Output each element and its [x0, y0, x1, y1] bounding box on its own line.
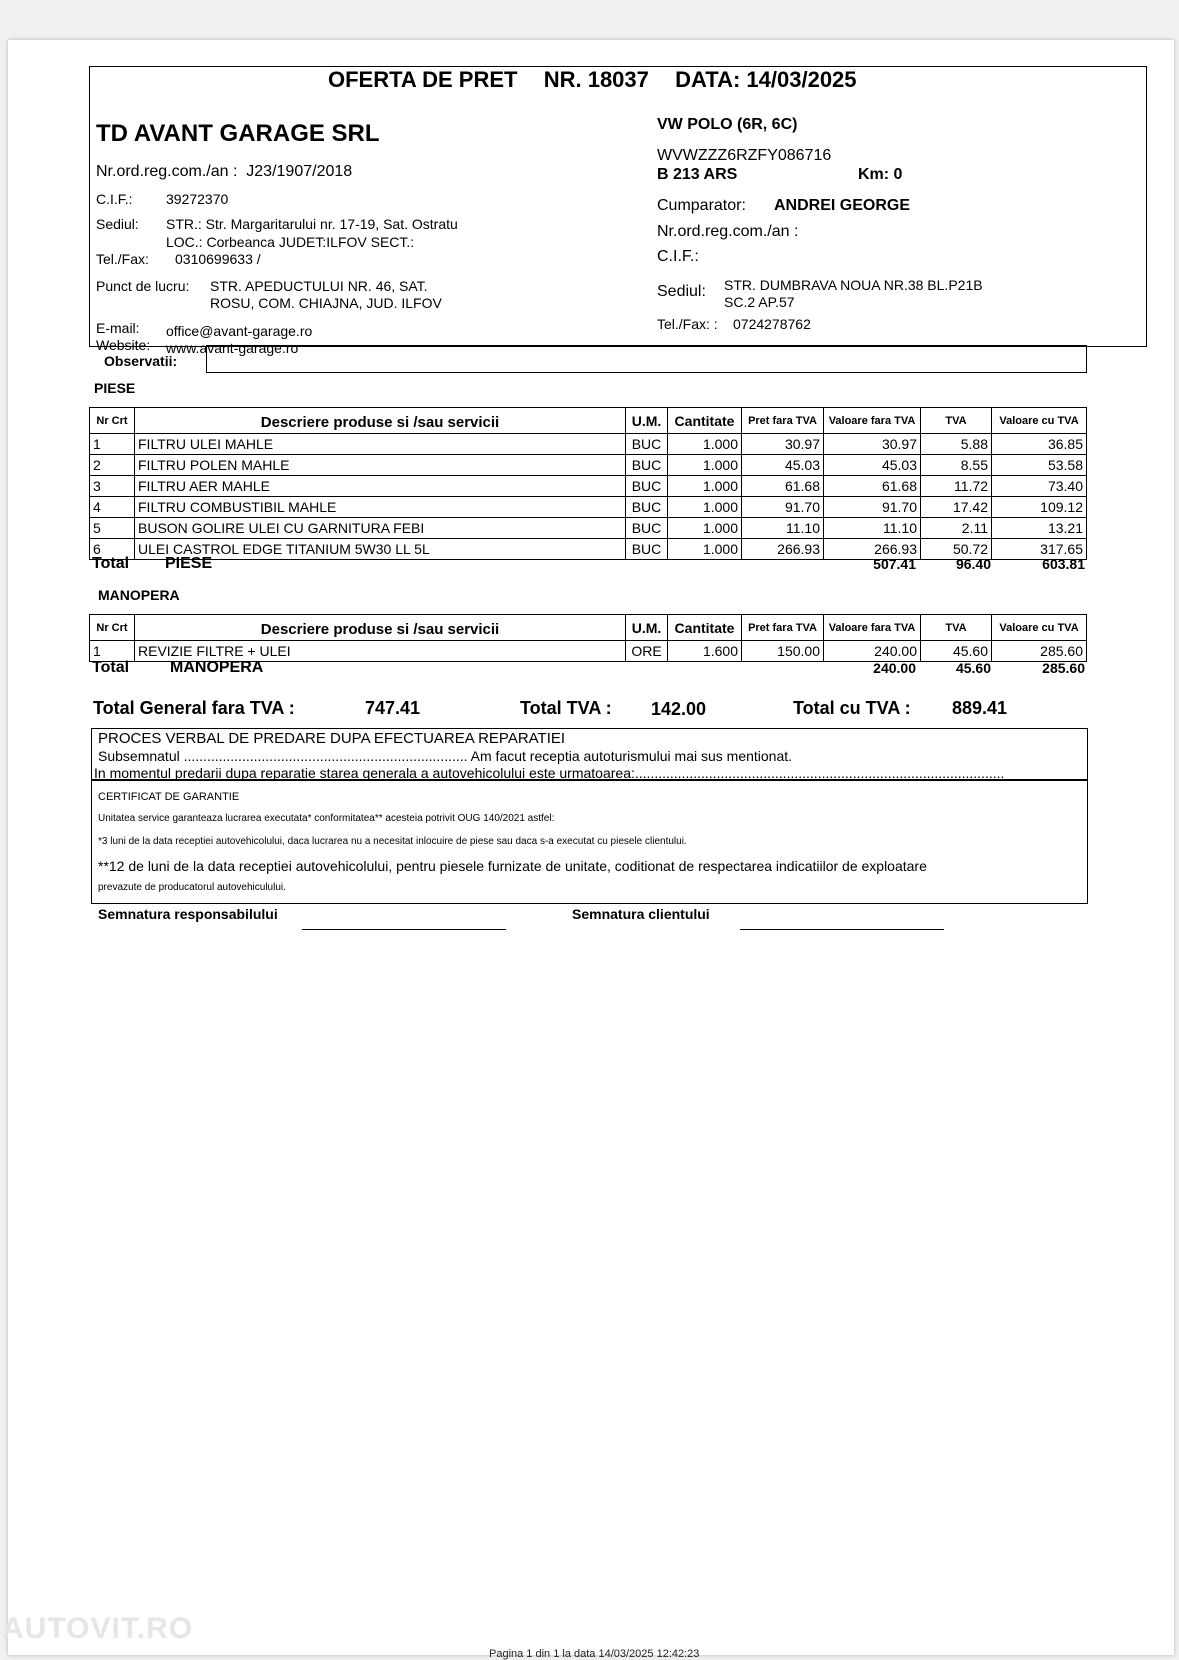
- row-total: 36.85: [992, 434, 1087, 455]
- row-um: BUC: [626, 455, 668, 476]
- customer-reg-label: Nr.ord.reg.com./an :: [657, 223, 799, 240]
- table-row: [90, 497, 1087, 518]
- grand-with-tva-label: Total cu TVA :: [793, 698, 911, 718]
- company-sediul-line1: STR.: Str. Margaritarului nr. 17-19, Sat. Ostratu: [166, 216, 458, 232]
- customer-sediul-line2: SC.2 AP.57: [724, 294, 795, 310]
- row-price: 11.10: [742, 518, 824, 539]
- table-row: [90, 455, 1087, 476]
- page-footer: Pagina 1 din 1 la data 14/03/2025 12:42:23: [489, 1648, 700, 1660]
- row-total: 53.58: [992, 455, 1087, 476]
- row-price: 91.70: [742, 497, 824, 518]
- row-tva: 50.72: [921, 539, 992, 560]
- offer-title-text: OFERTA DE PRET: [328, 67, 518, 92]
- labor-total-with-tva: 285.60: [1042, 660, 1085, 676]
- grand-tva-label: Total TVA :: [520, 698, 612, 718]
- col-qty: Cantitate: [668, 408, 742, 434]
- customer-cif-label: C.I.F.:: [657, 248, 699, 265]
- vehicle-model: VW POLO (6R, 6C): [657, 116, 798, 133]
- row-price: 30.97: [742, 434, 824, 455]
- signature-client-label: Semnatura clientului: [572, 906, 710, 922]
- col-value: Valoare fara TVA: [824, 615, 921, 641]
- labor-header-row: [90, 615, 1087, 641]
- customer-sediul-label: Sediul:: [657, 283, 706, 300]
- row-price: 266.93: [742, 539, 824, 560]
- company-cif-label: C.I.F.:: [96, 191, 133, 207]
- proces-line1: Subsemnatul ......................................................................... Am facut receptia autoturismului mai sus mentionat.: [98, 748, 793, 764]
- col-desc: Descriere produse si /sau servicii: [135, 408, 626, 434]
- row-qty: 1.000: [668, 434, 742, 455]
- row-tva: 45.60: [921, 641, 992, 662]
- col-nr: Nr Crt: [90, 615, 135, 641]
- row-value: 240.00: [824, 641, 921, 662]
- row-nr: 6: [90, 539, 135, 560]
- signature-responsible-label: Semnatura responsabilului: [98, 906, 278, 922]
- row-total: 73.40: [992, 476, 1087, 497]
- watermark-logo: AUTOVIT.RO: [2, 1612, 194, 1645]
- col-total: Valoare cu TVA: [992, 408, 1087, 434]
- labor-table: [89, 614, 1087, 662]
- company-tel-value: 0310699633 /: [175, 251, 261, 267]
- labor-total-name: MANOPERA: [170, 659, 264, 676]
- observatii-box: [206, 345, 1087, 373]
- vehicle-km: Km: 0: [858, 166, 903, 183]
- company-email-label: E-mail:: [96, 320, 140, 336]
- offer-number: NR. 18037: [543, 67, 649, 92]
- table-row: [90, 434, 1087, 455]
- observatii-label: Observatii:: [104, 353, 178, 369]
- row-nr: 5: [90, 518, 135, 539]
- grand-no-tva-value: 747.41: [365, 698, 421, 718]
- row-value: 11.10: [824, 518, 921, 539]
- company-name: TD AVANT GARAGE SRL: [96, 120, 380, 147]
- row-desc: FILTRU POLEN MAHLE: [135, 455, 626, 476]
- row-qty: 1.000: [668, 497, 742, 518]
- row-value: 30.97: [824, 434, 921, 455]
- company-punct-line1: STR. APEDUCTULUI NR. 46, SAT.: [210, 278, 428, 294]
- proces-line2: In momentul predarii dupa reparatie starea generala a autovehicolului este urmatoarea:...............................................................................................: [94, 765, 1005, 781]
- row-price: 45.03: [742, 455, 824, 476]
- row-total: 13.21: [992, 518, 1087, 539]
- row-value: 45.03: [824, 455, 921, 476]
- row-value: 266.93: [824, 539, 921, 560]
- company-website-value[interactable]: www.avant-garage.ro: [166, 340, 299, 356]
- customer-sediul-line1: STR. DUMBRAVA NOUA NR.38 BL.P21B: [724, 277, 983, 293]
- offer-title: [328, 67, 857, 93]
- parts-total-with-tva: 603.81: [1042, 556, 1085, 572]
- parts-total-tva: 96.40: [955, 556, 991, 572]
- vehicle-vin: WVWZZZ6RZFY086716: [657, 147, 832, 164]
- col-price: Pret fara TVA: [742, 408, 824, 434]
- row-tva: 5.88: [921, 434, 992, 455]
- company-punct-line2: ROSU, COM. CHIAJNA, JUD. ILFOV: [210, 295, 442, 311]
- company-email-value[interactable]: office@avant-garage.ro: [166, 323, 313, 339]
- company-punct-label: Punct de lucru:: [96, 278, 190, 294]
- col-tva: TVA: [921, 408, 992, 434]
- col-um: U.M.: [626, 408, 668, 434]
- col-qty: Cantitate: [668, 615, 742, 641]
- warranty-line4: prevazute de producatorul autovehiculului.: [98, 882, 286, 893]
- row-value: 91.70: [824, 497, 921, 518]
- table-row: [90, 518, 1087, 539]
- company-reg: [96, 163, 352, 181]
- labor-section-label: MANOPERA: [98, 587, 180, 603]
- row-desc: BUSON GOLIRE ULEI CU GARNITURA FEBI: [135, 518, 626, 539]
- row-total: 285.60: [992, 641, 1087, 662]
- proces-title: PROCES VERBAL DE PREDARE DUPA EFECTUAREA REPARATIEI: [98, 730, 566, 747]
- company-sediul-line2: LOC.: Corbeanca JUDET:ILFOV SECT.:: [166, 234, 415, 250]
- row-um: BUC: [626, 518, 668, 539]
- company-cif-value: 39272370: [166, 191, 229, 207]
- row-um: BUC: [626, 497, 668, 518]
- row-tva: 17.42: [921, 497, 992, 518]
- row-desc: REVIZIE FILTRE + ULEI: [135, 641, 626, 662]
- vehicle-plate: B 213 ARS: [657, 166, 738, 183]
- row-tva: 2.11: [921, 518, 992, 539]
- row-nr: 1: [90, 641, 135, 662]
- row-nr: 3: [90, 476, 135, 497]
- signature-responsible-line: [302, 929, 506, 930]
- row-um: BUC: [626, 434, 668, 455]
- customer-name: ANDREI GEORGE: [774, 197, 911, 214]
- customer-tel-label: Tel./Fax: :: [657, 316, 718, 332]
- table-row: [90, 476, 1087, 497]
- row-um: BUC: [626, 539, 668, 560]
- row-tva: 11.72: [921, 476, 992, 497]
- row-desc: FILTRU ULEI MAHLE: [135, 434, 626, 455]
- warranty-title: CERTIFICAT DE GARANTIE: [98, 791, 240, 803]
- grand-tva-value: 142.00: [651, 699, 707, 719]
- company-sediul-label: Sediul:: [96, 216, 139, 232]
- warranty-line1: Unitatea service garanteaza lucrarea executata* conformitatea** acesteia potrivit OUG 140/2021 astfel:: [98, 813, 555, 824]
- row-qty: 1.000: [668, 539, 742, 560]
- col-price: Pret fara TVA: [742, 615, 824, 641]
- customer-tel-value: 0724278762: [733, 316, 811, 332]
- row-total: 317.65: [992, 539, 1087, 560]
- warranty-line2: *3 luni de la data receptiei autovehicolului, daca lucrarea nu a necesitat inlocuire de piese sau daca s-a executat cu piesele clientului.: [98, 836, 687, 847]
- row-qty: 1.600: [668, 641, 742, 662]
- row-nr: 2: [90, 455, 135, 476]
- parts-header-row: [90, 408, 1087, 434]
- row-um: BUC: [626, 476, 668, 497]
- parts-total-name: PIESE: [165, 555, 213, 572]
- row-qty: 1.000: [668, 518, 742, 539]
- row-desc: FILTRU COMBUSTIBIL MAHLE: [135, 497, 626, 518]
- document-page: [8, 40, 1174, 1655]
- labor-total-tva: 45.60: [955, 660, 991, 676]
- row-um: ORE: [626, 641, 668, 662]
- company-reg-value: J23/1907/2018: [246, 163, 353, 180]
- labor-total-label: Total: [92, 659, 130, 676]
- offer-date: DATA: 14/03/2025: [675, 67, 857, 92]
- col-tva: TVA: [921, 615, 992, 641]
- row-qty: 1.000: [668, 455, 742, 476]
- grand-no-tva-label: Total General fara TVA :: [93, 698, 295, 718]
- row-nr: 4: [90, 497, 135, 518]
- labor-total-value: 240.00: [873, 660, 916, 676]
- row-qty: 1.000: [668, 476, 742, 497]
- warranty-line3: **12 de luni de la data receptiei autovehicolului, pentru piesele furnizate de unitate, coditionat de respectarea indicatiilor de exploatare: [98, 858, 927, 874]
- company-reg-label: Nr.ord.reg.com./an :: [96, 163, 238, 180]
- col-nr: Nr Crt: [90, 408, 135, 434]
- grand-with-tva-value: 889.41: [952, 698, 1008, 718]
- customer-label: Cumparator:: [657, 197, 746, 214]
- parts-total-label: Total: [92, 555, 130, 572]
- row-total: 109.12: [992, 497, 1087, 518]
- signature-client-line: [740, 929, 944, 930]
- company-tel-label: Tel./Fax:: [96, 251, 149, 267]
- row-value: 61.68: [824, 476, 921, 497]
- row-nr: 1: [90, 434, 135, 455]
- company-website-label: Website:: [96, 337, 151, 353]
- row-price: 61.68: [742, 476, 824, 497]
- table-row: [90, 539, 1087, 560]
- parts-section-label: PIESE: [94, 380, 136, 396]
- col-desc: Descriere produse si /sau servicii: [135, 615, 626, 641]
- parts-total-value: 507.41: [873, 556, 916, 572]
- col-total: Valoare cu TVA: [992, 615, 1087, 641]
- col-value: Valoare fara TVA: [824, 408, 921, 434]
- parts-table: [89, 407, 1087, 560]
- row-tva: 8.55: [921, 455, 992, 476]
- col-um: U.M.: [626, 615, 668, 641]
- row-price: 150.00: [742, 641, 824, 662]
- row-desc: FILTRU AER MAHLE: [135, 476, 626, 497]
- row-desc: ULEI CASTROL EDGE TITANIUM 5W30 LL 5L: [135, 539, 626, 560]
